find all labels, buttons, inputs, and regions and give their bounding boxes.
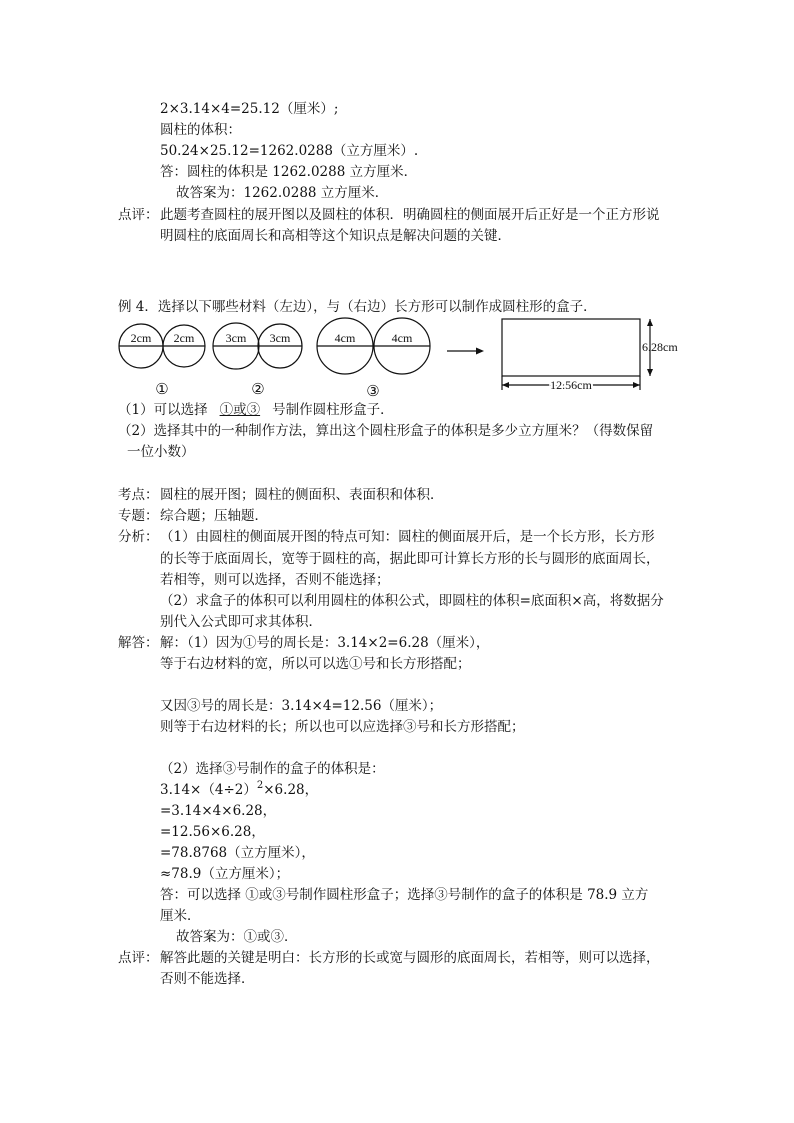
jieda-text-4: 则等于右边材料的长；所以也可以应选择③号和长方形搭配；	[160, 719, 525, 735]
answer-text-2: 厘米．	[160, 908, 201, 924]
q1-answer-blank: ①或③	[219, 402, 261, 418]
height-arrow-bottom	[647, 369, 653, 376]
materials-figure	[112, 314, 692, 400]
fenxi-text-5: 别代入公式即可求其体积．	[160, 614, 322, 630]
calc-line-4: =78.8768（立方厘米），	[160, 845, 315, 861]
fenxi-text-3: 若相等，则可以选择，否则不能选择；	[160, 572, 390, 588]
calc-line-1	[160, 781, 318, 801]
review-2-text-2: 否则不能选择．	[160, 971, 255, 987]
review-text-1: 此题考查圆柱的展开图以及圆柱的体积．明确圆柱的侧面展开后正好是一个正方形说	[160, 207, 660, 223]
calc-1-base: 3.14×（4÷2）	[160, 782, 257, 798]
calc-circumference-line: 2×3.14×4=25.12（厘米）;	[160, 101, 339, 117]
calc-1-rest: ×6.28，	[263, 782, 319, 798]
review-2-text-1: 解答此题的关键是明白：长方形的长或宽与圆形的底面周长，若相等，则可以选择，	[160, 950, 660, 966]
fenxi-label: 分析：	[118, 529, 159, 545]
width-arrow-right	[633, 382, 640, 388]
question-2-line-2: 一位小数）	[127, 444, 195, 460]
review-text-2: 明圆柱的底面周长和高相等这个知识点是解决问题的关键．	[160, 228, 511, 244]
width-arrow-left	[502, 382, 509, 388]
fenxi-text-2: 的长等于底面周长，宽等于圆柱的高，据此即可计算长方形的长与圆形的底面周长，	[160, 551, 660, 567]
label-c3a: 4cm	[334, 331, 356, 345]
height-arrow-top	[647, 319, 653, 326]
final-answer-line: 故答案为：1262.0288 立方厘米．	[176, 185, 389, 201]
jieda-text-2: 等于右边材料的宽，所以可以选①号和长方形搭配；	[160, 656, 471, 672]
answer-text-1: 答：可以选择 ①或③号制作圆柱形盒子；选择③号制作的盒子的体积是 78.9 立方	[160, 887, 649, 903]
label-n1: ①	[155, 382, 169, 398]
label-n2: ②	[251, 382, 265, 398]
question-1	[118, 401, 394, 419]
label-n3: ③	[366, 384, 380, 400]
volume-calc-line: 50.24×25.12=1262.0288（立方厘米）.	[160, 143, 419, 159]
jieda-text-3: 又因③号的周长是：3.14×4=12.56（厘米）；	[160, 698, 443, 714]
jieda-label: 解答：	[118, 635, 159, 651]
fenxi-text-4: （2）求盒子的体积可以利用圆柱的体积公式，即圆柱的体积=底面积×高，将数据分	[160, 593, 664, 609]
calc-line-3: =12.56×6.28，	[160, 824, 265, 840]
label-rect-width: 12.56cm	[550, 378, 592, 392]
review-label-2: 点评：	[118, 950, 159, 966]
rectangle	[502, 319, 640, 376]
q1-prefix: （1）可以选择	[118, 402, 208, 418]
label-rect-height: 6.28cm	[642, 340, 678, 354]
label-c1b: 2cm	[173, 331, 195, 345]
label-c2b: 3cm	[269, 331, 291, 345]
final-answer: 故答案为：①或③．	[176, 929, 298, 945]
calc-1-exponent: 2	[256, 780, 264, 791]
answer-line: 答：圆柱的体积是 1262.0288 立方厘米．	[160, 164, 418, 180]
review-label: 点评：	[118, 207, 159, 223]
kaodian-label: 考点：	[118, 487, 159, 503]
calc-line-5: ≈78.9（立方厘米）；	[160, 866, 290, 882]
zhuanti-label: 专题：	[118, 508, 159, 524]
fenxi-text-1: （1）由圆柱的侧面展开图的特点可知：圆柱的侧面展开后，是一个长方形，长方形	[160, 529, 655, 545]
example-title: 例 4．选择以下哪些材料（左边），与（右边）长方形可以制作成圆柱形的盒子．	[118, 299, 597, 315]
q1-suffix: 号制作圆柱形盒子．	[272, 402, 394, 418]
jieda-text-1: 解：（1）因为①号的周长是：3.14×2=6.28（厘米），	[160, 635, 490, 651]
jieda-text-5: （2）选择③号制作的盒子的体积是：	[160, 761, 385, 777]
question-2-line-1: （2）选择其中的一种制作方法，算出这个圆柱形盒子的体积是多少立方厘米？（得数保留	[118, 423, 654, 439]
volume-heading-line: 圆柱的体积：	[160, 122, 241, 138]
label-c3b: 4cm	[391, 331, 413, 345]
kaodian-text: 圆柱的展开图；圆柱的侧面积、表面积和体积．	[160, 487, 444, 503]
calc-line-2: =3.14×4×6.28，	[160, 803, 277, 819]
arrow-head	[476, 348, 484, 355]
label-c1a: 2cm	[130, 331, 152, 345]
label-c2a: 3cm	[225, 331, 247, 345]
zhuanti-text: 综合题；压轴题．	[160, 508, 268, 524]
